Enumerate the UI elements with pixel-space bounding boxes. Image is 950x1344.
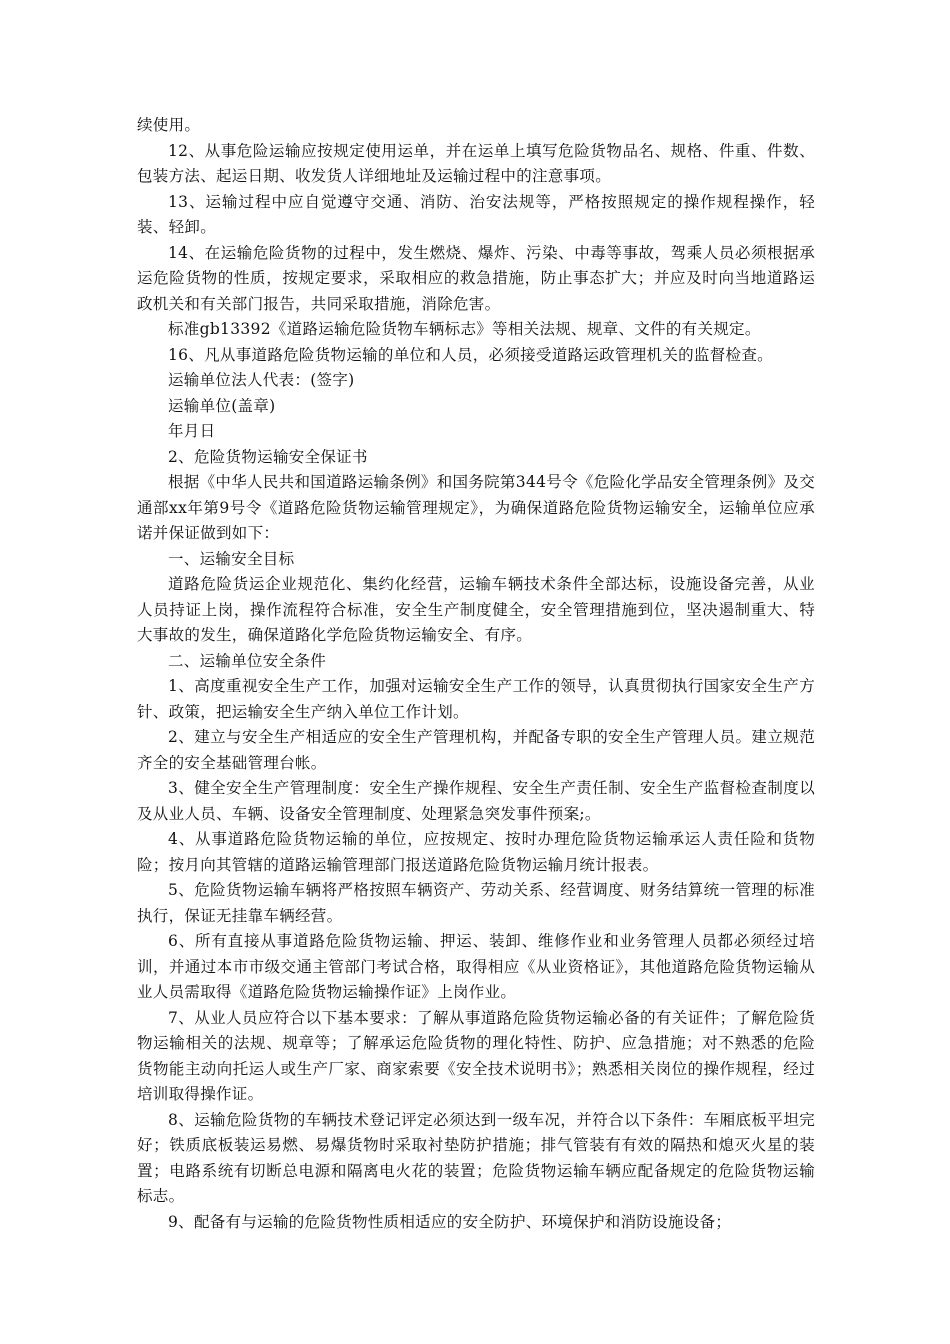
paragraph-condition-8: 8、运输危险货物的车辆技术登记评定必须达到一级车况，并符合以下条件：车厢底板平坦完好；铁质底板装运易燃、易爆货物时采取衬垫防护措施；排气管装有有效的隔热和熄灭火星的装置；电路系统有切断总电源和隔离电火花的装置；危险货物运输车辆应配备规定的危险货物运输标志。 [137, 1110, 815, 1205]
document-page [137, 113, 815, 1235]
signature-unit-seal: 运输单位(盖章) [168, 396, 276, 415]
paragraph-condition-3: 3、健全安全生产管理制度：安全生产操作规程、安全生产责任制、安全生产监督检查制度以及从业人员、车辆、设备安全管理制度、处理紧急突发事件预案;。 [137, 779, 815, 823]
section-heading-conditions: 二、运输单位安全条件 [168, 651, 327, 670]
paragraph-preamble: 根据《中华人民共和国道路运输条例》和国务院第344号令《危险化学品安全管理条例》及交通部xx年第9号令《道路危险货物运输管理规定》，为确保道路危险货物运输安全，运输单位应承诺并保证做到如下： [137, 473, 815, 542]
paragraph-condition-2: 2、建立与安全生产相适应的安全生产管理机构，并配备专职的安全生产管理人员。建立规范齐全的安全基础管理台帐。 [137, 728, 815, 772]
signature-date: 年月日 [168, 422, 216, 440]
paragraph-condition-1: 1、高度重视安全生产工作，加强对运输安全生产工作的领导，认真贯彻执行国家安全生产方针、政策，把运输安全生产纳入单位工作计划。 [137, 677, 815, 721]
paragraph-goals: 道路危险货运企业规范化、集约化经营，运输车辆技术条件全部达标，设施设备完善，从业人员持证上岗，操作流程符合标准，安全生产制度健全，安全管理措施到位，坚决遏制重大、特大事故的发生，确保道路化学危险货物运输安全、有序。 [137, 575, 815, 644]
paragraph-continuation: 续使用。 [137, 116, 201, 134]
paragraph-condition-7: 7、从业人员应符合以下基本要求：了解从事道路危险货物运输必备的有关证件；了解危险货物运输相关的法规、规章等；了解承运危险货物的理化特性、防护、应急措施；对不熟悉的危险货物能主动向托运人或生产厂家、商家索要《安全技术说明书》；熟悉相关岗位的操作规程，经过培训取得操作证。 [137, 1008, 815, 1103]
paragraph-item-16: 16、凡从事道路危险货物运输的单位和人员，必须接受道路运政管理机关的监督检查。 [168, 345, 773, 364]
paragraph-item-12: 12、从事危险运输应按规定使用运单，并在运单上填写危险货物品名、规格、件重、件数、包装方法、起运日期、收发货人详细地址及运输过程中的注意事项。 [137, 141, 815, 185]
section-heading-goals: 一、运输安全目标 [168, 549, 295, 568]
paragraph-standard: 标准gb13392《道路运输危险货物车辆标志》等相关法规、规章、文件的有关规定。 [168, 320, 761, 338]
paragraph-condition-4: 4、从事道路危险货物运输的单位，应按规定、按时办理危险货物运输承运人责任险和货物险；按月向其管辖的道路运输管理部门报送道路危险货物运输月统计报表。 [137, 830, 815, 874]
paragraph-condition-5: 5、危险货物运输车辆将严格按照车辆资产、劳动关系、经营调度、财务结算统一管理的标准执行，保证无挂靠车辆经营。 [137, 881, 815, 925]
signature-legal-representative: 运输单位法人代表：(签字) [168, 371, 355, 389]
section-heading-guarantee: 2、危险货物运输安全保证书 [168, 447, 368, 466]
paragraph-item-14: 14、在运输危险货物的过程中，发生燃烧、爆炸、污染、中毒等事故，驾乘人员必须根据承运危险货物的性质，按规定要求，采取相应的救急措施，防止事态扩大；并应及时向当地道路运政机关和有关部门报告，共同采取措施，消除危害。 [137, 243, 815, 313]
paragraph-condition-9: 9、配备有与运输的危险货物性质相适应的安全防护、环境保护和消防设施设备； [168, 1212, 732, 1231]
paragraph-item-13: 13、运输过程中应自觉遵守交通、消防、治安法规等，严格按照规定的操作规程操作，轻装、轻卸。 [137, 192, 815, 236]
paragraph-condition-6: 6、所有直接从事道路危险货物运输、押运、装卸、维修作业和业务管理人员都必须经过培训，并通过本市市级交通主管部门考试合格，取得相应《从业资格证》，其他道路危险货物运输从业人员需取得《道路危险货物运输操作证》上岗作业。 [137, 932, 815, 1001]
